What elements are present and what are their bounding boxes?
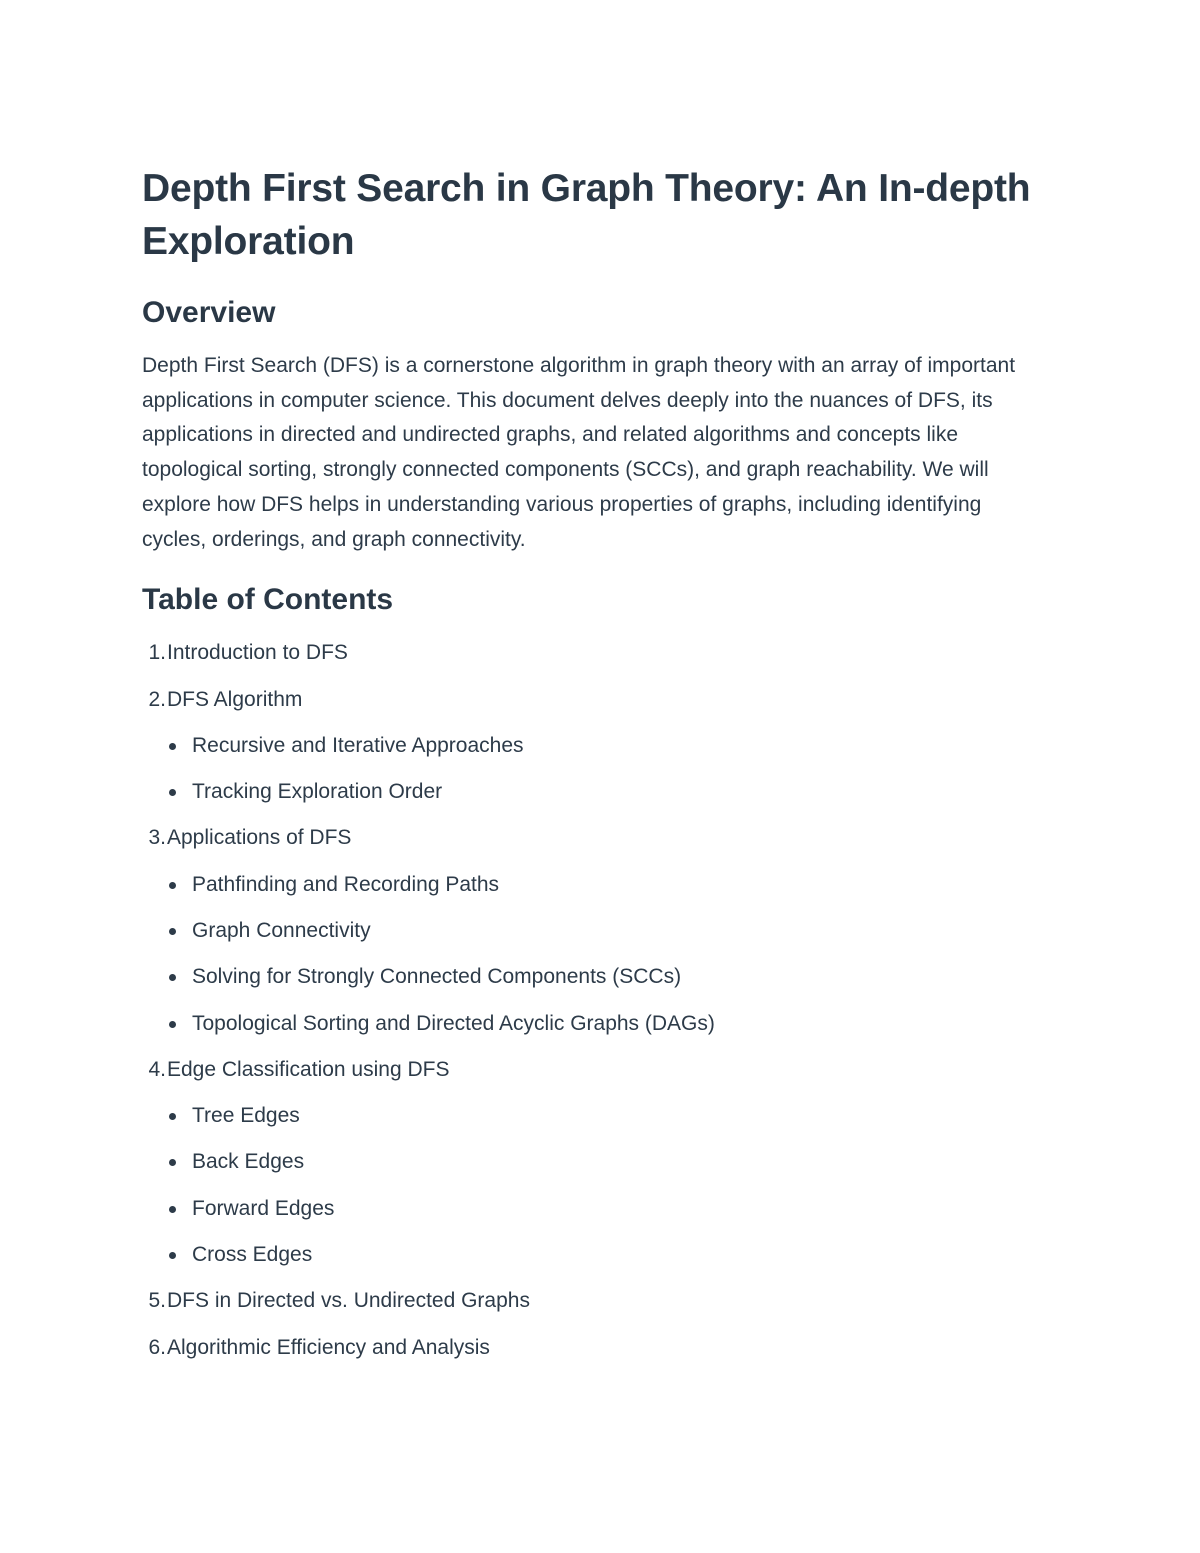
toc-subitem (142, 1241, 1042, 1269)
toc-item-row (142, 1287, 1042, 1315)
overview-heading: Overview (142, 296, 276, 329)
toc-subitem-label: Solving for Strongly Connected Components (SCCs) (192, 965, 682, 989)
bullet-icon (169, 928, 176, 935)
toc-subitem (142, 871, 1042, 899)
toc-subitem (142, 1195, 1042, 1223)
toc-subitem (142, 778, 1042, 806)
toc-item-row (142, 1334, 1042, 1362)
toc-subitem-label: Pathfinding and Recording Paths (192, 872, 500, 896)
bullet-icon (169, 974, 176, 981)
toc-item-row (142, 686, 1042, 714)
toc-item-row (142, 824, 1042, 852)
toc-item (142, 1287, 1042, 1315)
toc-item-row (142, 1056, 1042, 1084)
toc-subitem-label: Graph Connectivity (192, 919, 371, 942)
toc-item-label: DFS Algorithm (167, 687, 303, 711)
toc-item-number: 6. (148, 1335, 166, 1359)
bullet-icon (169, 1252, 176, 1259)
toc-subitem-label: Tracking Exploration Order (192, 780, 443, 804)
bullet-icon (169, 1021, 176, 1028)
toc-sublist (142, 871, 1042, 1038)
toc-subitem (142, 963, 1042, 991)
toc-item-label: Applications of DFS (167, 826, 352, 850)
toc-subitem (142, 1102, 1042, 1130)
toc-subitem-label: Topological Sorting and Directed Acyclic Graphs (DAGs) (192, 1011, 715, 1035)
toc-item-row (142, 639, 1042, 667)
toc-item-label: Algorithmic Efficiency and Analysis (167, 1335, 490, 1359)
toc-subitem-label: Tree Edges (192, 1104, 300, 1128)
toc-item-number: 3. (148, 826, 166, 850)
toc-subitem (142, 917, 1042, 945)
toc-item-number: 5. (148, 1289, 166, 1313)
toc-item-number: 4. (148, 1057, 166, 1081)
table-of-contents (142, 639, 1042, 1361)
bullet-icon (169, 882, 176, 889)
toc-item (142, 639, 1042, 667)
toc-item (142, 824, 1042, 1037)
toc-subitem (142, 1148, 1042, 1176)
toc-item (142, 1056, 1042, 1269)
toc-subitem-label: Cross Edges (192, 1243, 313, 1267)
toc-item-number: 1. (148, 641, 166, 665)
toc-sublist (142, 732, 1042, 806)
toc-sublist (142, 1102, 1042, 1269)
bullet-icon (169, 1159, 176, 1166)
overview-paragraph: Depth First Search (DFS) is a cornerstone algorithm in graph theory with an array of important applications in computer science. This document delves deeply into the nuances of DFS, its applications in directed and undirected graphs, and related algorithms and concepts like topological sorting, strongly connected components (SCCs), and graph reachability. We will explore how DFS helps in understanding various properties of graphs, including identifying cycles, orderings, and graph connectivity. (142, 354, 1016, 551)
bullet-icon (169, 743, 176, 750)
toc-item (142, 686, 1042, 807)
toc-item-label: Edge Classification using DFS (167, 1057, 450, 1081)
toc-subitem-label: Forward Edges (192, 1196, 335, 1220)
bullet-icon (169, 1113, 176, 1120)
toc-item-label: Introduction to DFS (167, 641, 348, 665)
bullet-icon (169, 1206, 176, 1213)
toc-subitem-label: Recursive and Iterative Approaches (192, 733, 524, 757)
document-page (142, 162, 1042, 1380)
toc-item-label: DFS in Directed vs. Undirected Graphs (167, 1289, 530, 1313)
document-title: Depth First Search in Graph Theory: An In-depth Exploration (142, 167, 1031, 263)
bullet-icon (169, 789, 176, 796)
toc-item (142, 1334, 1042, 1362)
toc-subitem (142, 732, 1042, 760)
toc-heading: Table of Contents (142, 583, 394, 617)
toc-subitem-label: Back Edges (192, 1150, 305, 1174)
toc-item-number: 2. (148, 687, 166, 711)
toc-subitem (142, 1010, 1042, 1038)
